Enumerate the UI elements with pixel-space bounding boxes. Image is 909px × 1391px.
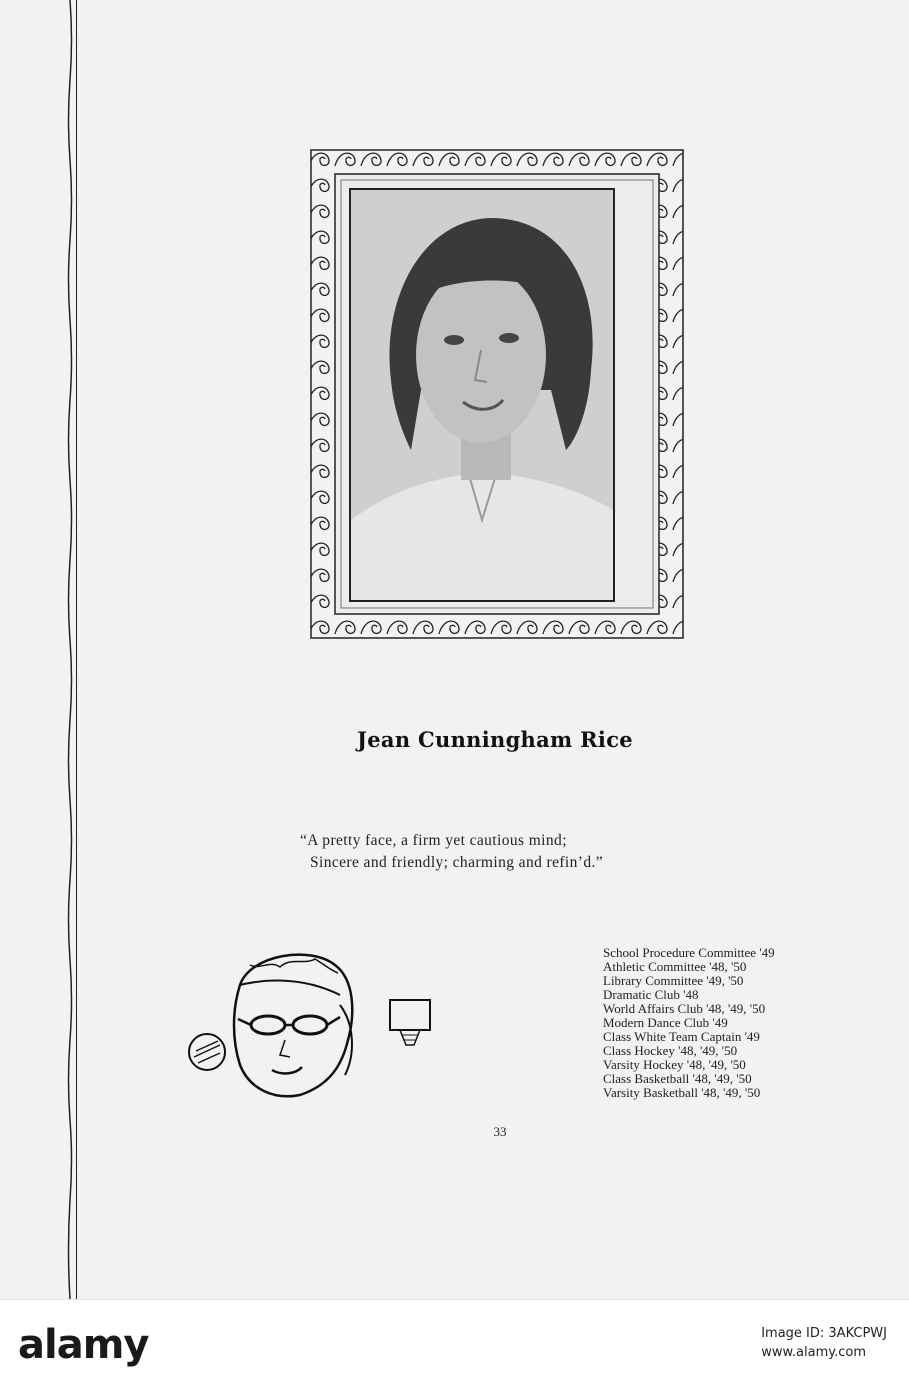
- site-url: www.alamy.com: [761, 1345, 866, 1360]
- activity-item: Varsity Hockey '48, '49, '50: [603, 1057, 746, 1072]
- student-name: Jean Cunningham Rice: [357, 727, 633, 752]
- activity-item: Varsity Basketball '48, '49, '50: [603, 1085, 761, 1100]
- activity-item: Dramatic Club '48: [603, 987, 699, 1002]
- portrait-illustration: [351, 190, 613, 600]
- basketball-hoop-icon: [390, 1000, 430, 1045]
- page-number: 33: [493, 1124, 507, 1139]
- senior-quote: [300, 830, 700, 874]
- ball-icon: [189, 1034, 225, 1070]
- quote-line-1: “A pretty face, a firm yet cautious mind;: [300, 832, 567, 849]
- activity-item: Class White Team Captain '49: [603, 1029, 760, 1044]
- activity-item: World Affairs Club '48, '49, '50: [603, 1001, 766, 1016]
- activities-list: [603, 946, 873, 1100]
- alamy-logo: alamy: [18, 1322, 149, 1368]
- activity-item: Athletic Committee '48, '50: [603, 959, 747, 974]
- activity-item: Class Hockey '48, '49, '50: [603, 1043, 738, 1058]
- activity-item: Class Basketball '48, '49, '50: [603, 1071, 752, 1086]
- caricature-sketch: [180, 945, 450, 1115]
- quote-line-2: Sincere and friendly; charming and refin’d.”: [310, 854, 604, 871]
- activity-item: Library Committee '49, '50: [603, 973, 744, 988]
- student-portrait-photo: [349, 188, 615, 602]
- image-id: Image ID: 3AKCPWJ: [761, 1326, 887, 1341]
- stock-info: [761, 1326, 887, 1360]
- activity-item: Modern Dance Club '49: [603, 1015, 728, 1030]
- caricature-head-icon: [234, 955, 352, 1097]
- stock-footer: [0, 1299, 909, 1391]
- activity-item: School Procedure Committee '49: [603, 945, 775, 960]
- page-edge-rule: [76, 0, 77, 1299]
